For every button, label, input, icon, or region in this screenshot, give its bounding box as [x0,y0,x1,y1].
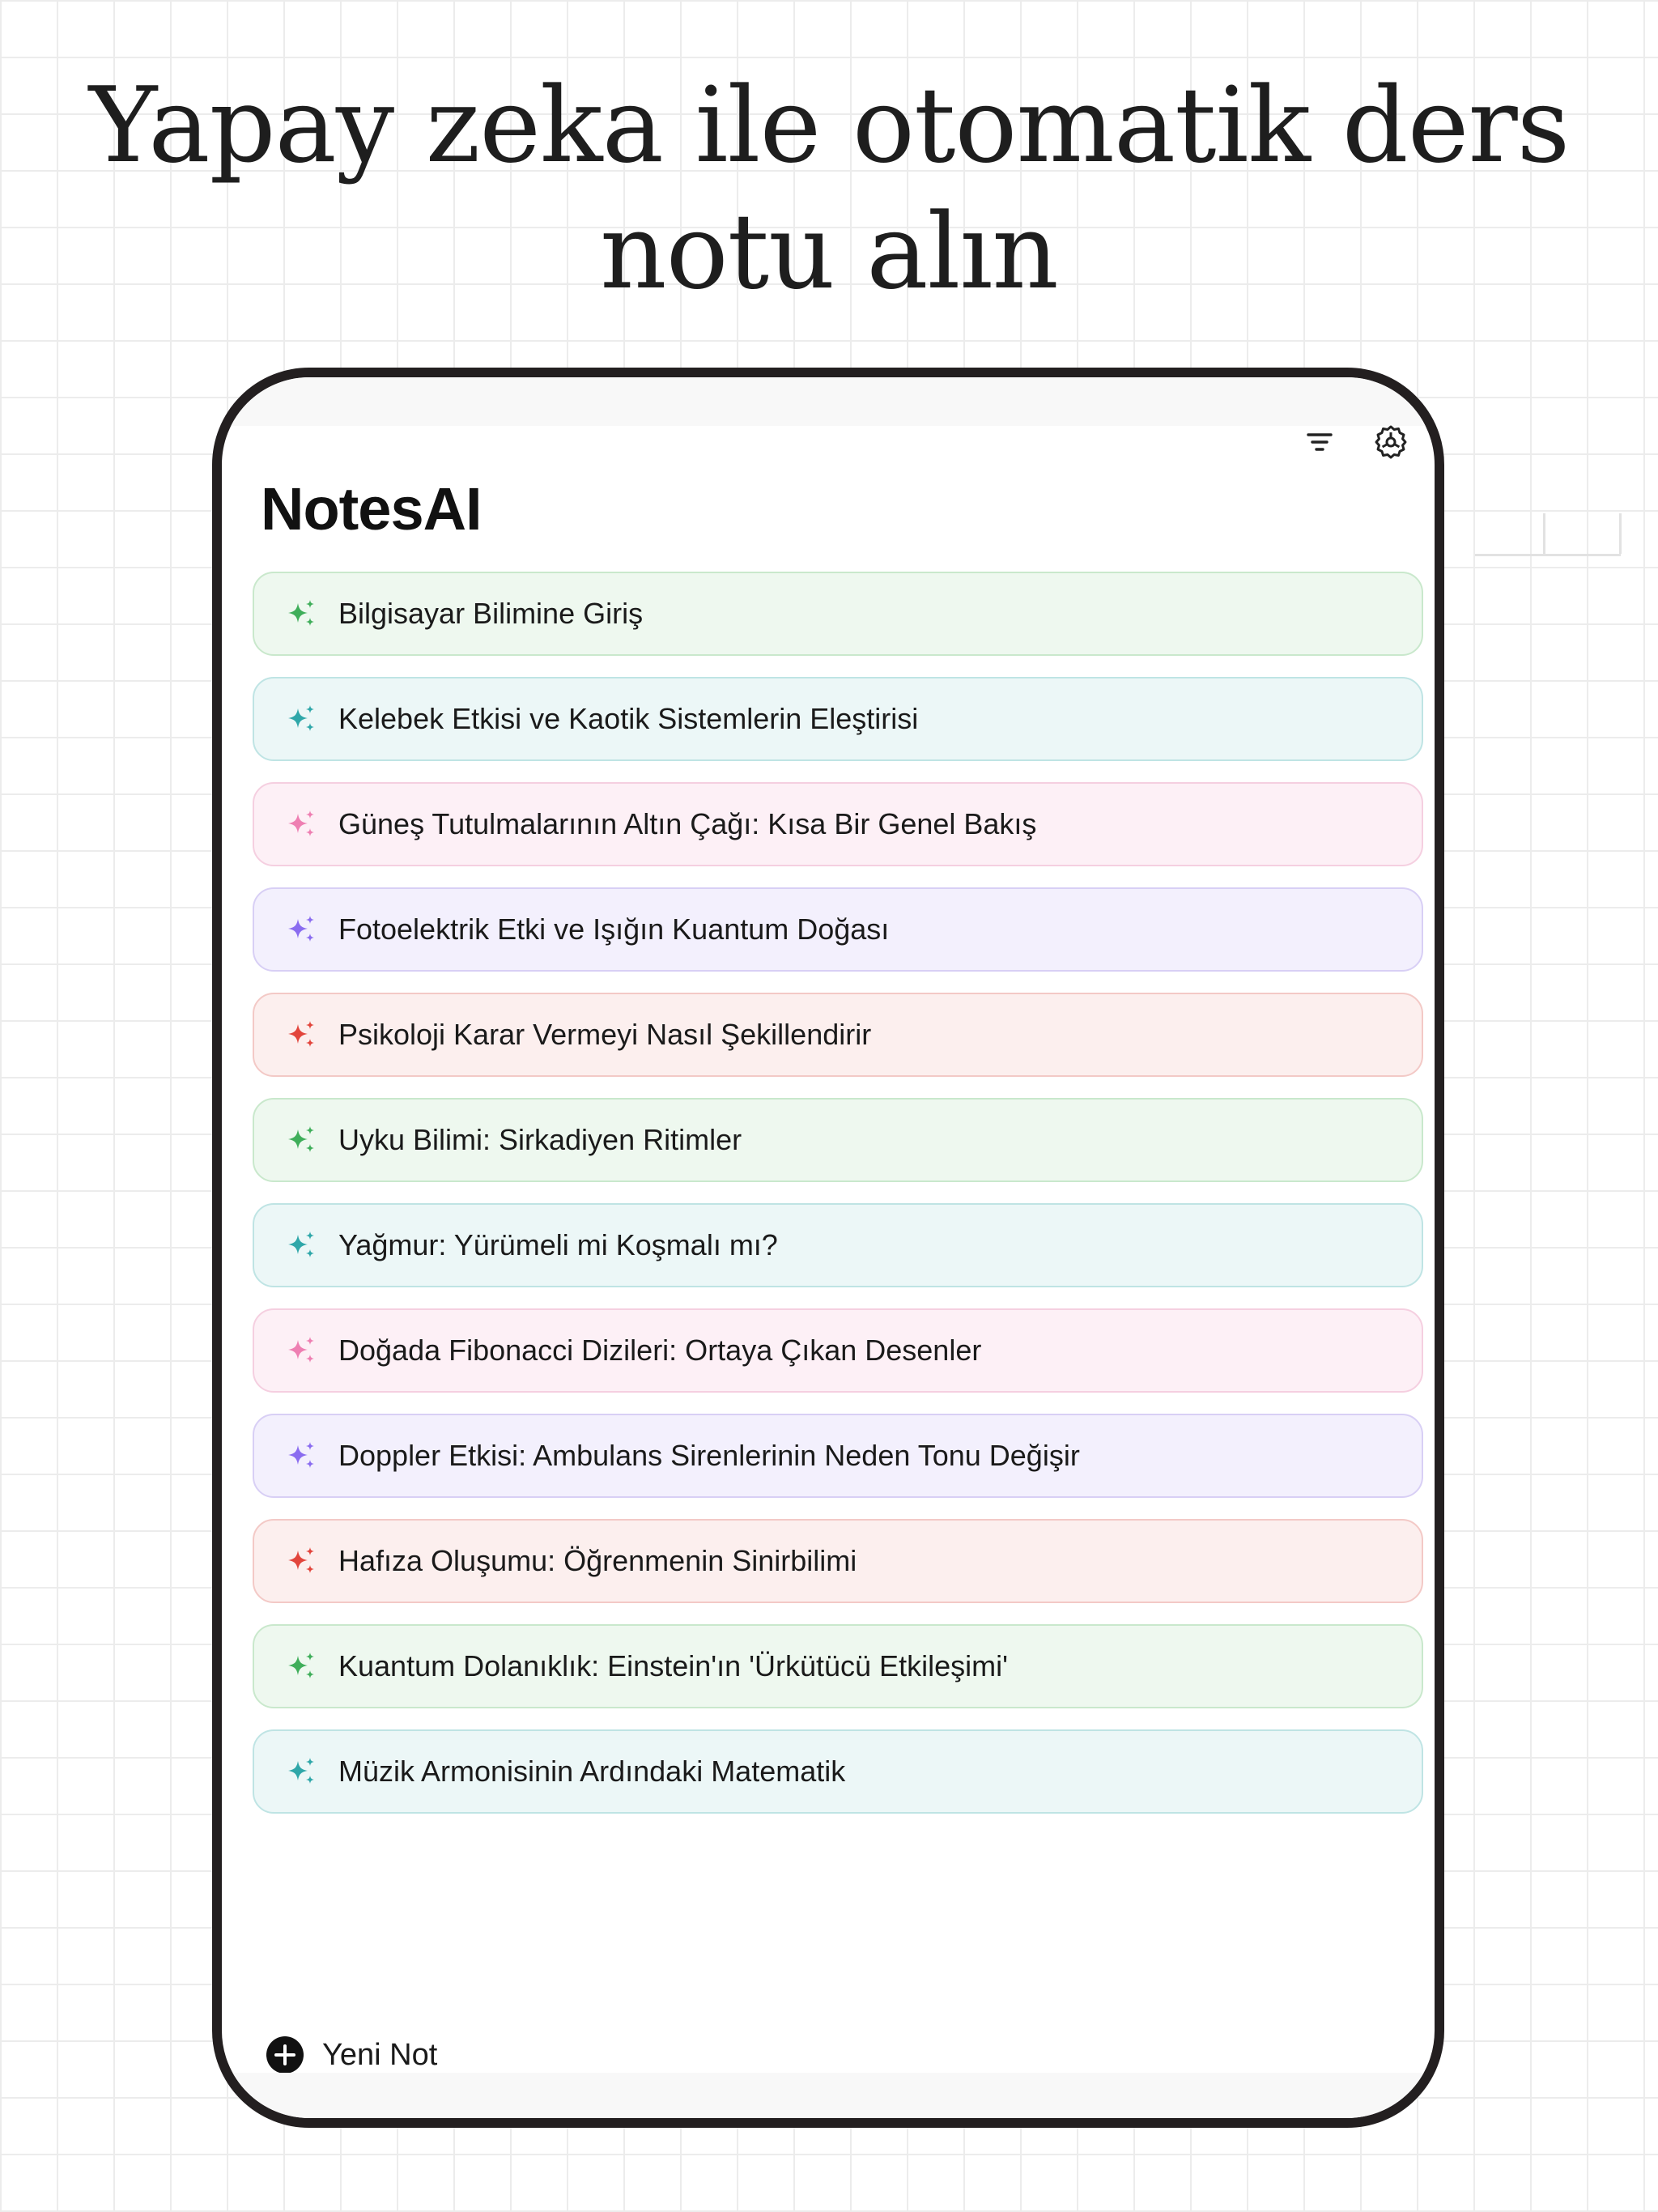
background-decoration [1475,507,1621,556]
app-title: NotesAI [261,475,482,542]
sparkle-icon [287,1230,317,1261]
note-item[interactable] [253,677,1423,761]
sparkle-icon [287,1756,317,1787]
home-indicator-area [222,2073,1435,2118]
note-item[interactable] [253,1098,1423,1182]
sparkle-icon [287,1335,317,1366]
headline-line-2: notu alın [600,192,1058,313]
sparkle-icon [287,1546,317,1576]
note-item[interactable] [253,572,1423,656]
tablet-frame [212,368,1444,2128]
note-title: Doğada Fibonacci Dizileri: Ortaya Çıkan Desenler [338,1334,982,1367]
new-note-label: Yeni Not [322,2037,438,2072]
note-title: Kuantum Dolanıklık: Einstein'ın 'Ürkütücü Etkileşimi' [338,1649,1008,1682]
note-title: Fotoelektrik Etki ve Işığın Kuantum Doğası [338,912,890,946]
note-title: Bilgisayar Bilimine Giriş [338,597,644,630]
note-item[interactable] [253,1203,1423,1287]
sparkle-icon [287,1440,317,1471]
note-title: Kelebek Etkisi ve Kaotik Sistemlerin Eleştirisi [338,702,919,735]
sparkle-icon [287,914,317,945]
sparkle-icon [287,704,317,734]
settings-button[interactable] [1371,423,1410,462]
note-title: Psikoloji Karar Vermeyi Nasıl Şekillendirir [338,1018,872,1051]
note-item[interactable] [253,993,1423,1077]
notes-list [253,572,1423,1835]
note-title: Yağmur: Yürümeli mi Koşmalı mı? [338,1228,778,1261]
marketing-headline [0,63,1658,316]
note-item[interactable] [253,887,1423,972]
note-item[interactable] [253,1414,1423,1498]
sparkle-icon [287,598,317,629]
new-note-button[interactable] [266,2035,437,2074]
note-item[interactable] [253,1308,1423,1393]
note-title: Hafıza Oluşumu: Öğrenmenin Sinirbilimi [338,1544,857,1577]
note-item[interactable] [253,782,1423,866]
sparkle-icon [287,1019,317,1050]
note-item[interactable] [253,1729,1423,1814]
plus-circle-icon [266,2035,304,2074]
note-item[interactable] [253,1519,1423,1603]
note-title: Uyku Bilimi: Sirkadiyen Ritimler [338,1123,742,1156]
filter-icon [1300,423,1339,462]
headline-line-1: Yapay zeka ile otomatik ders [88,66,1570,186]
sparkle-icon [287,809,317,840]
note-title: Müzik Armonisinin Ardındaki Matematik [338,1755,846,1788]
note-title: Güneş Tutulmalarının Altın Çağı: Kısa Bir Genel Bakış [338,807,1037,840]
filter-button[interactable] [1300,423,1339,462]
gear-icon [1371,423,1410,462]
sparkle-icon [287,1125,317,1155]
status-bar-area [222,377,1435,426]
sparkle-icon [287,1651,317,1682]
app-screen [222,377,1435,2118]
note-title: Doppler Etkisi: Ambulans Sirenlerinin Neden Tonu Değişir [338,1439,1080,1472]
note-item[interactable] [253,1624,1423,1708]
